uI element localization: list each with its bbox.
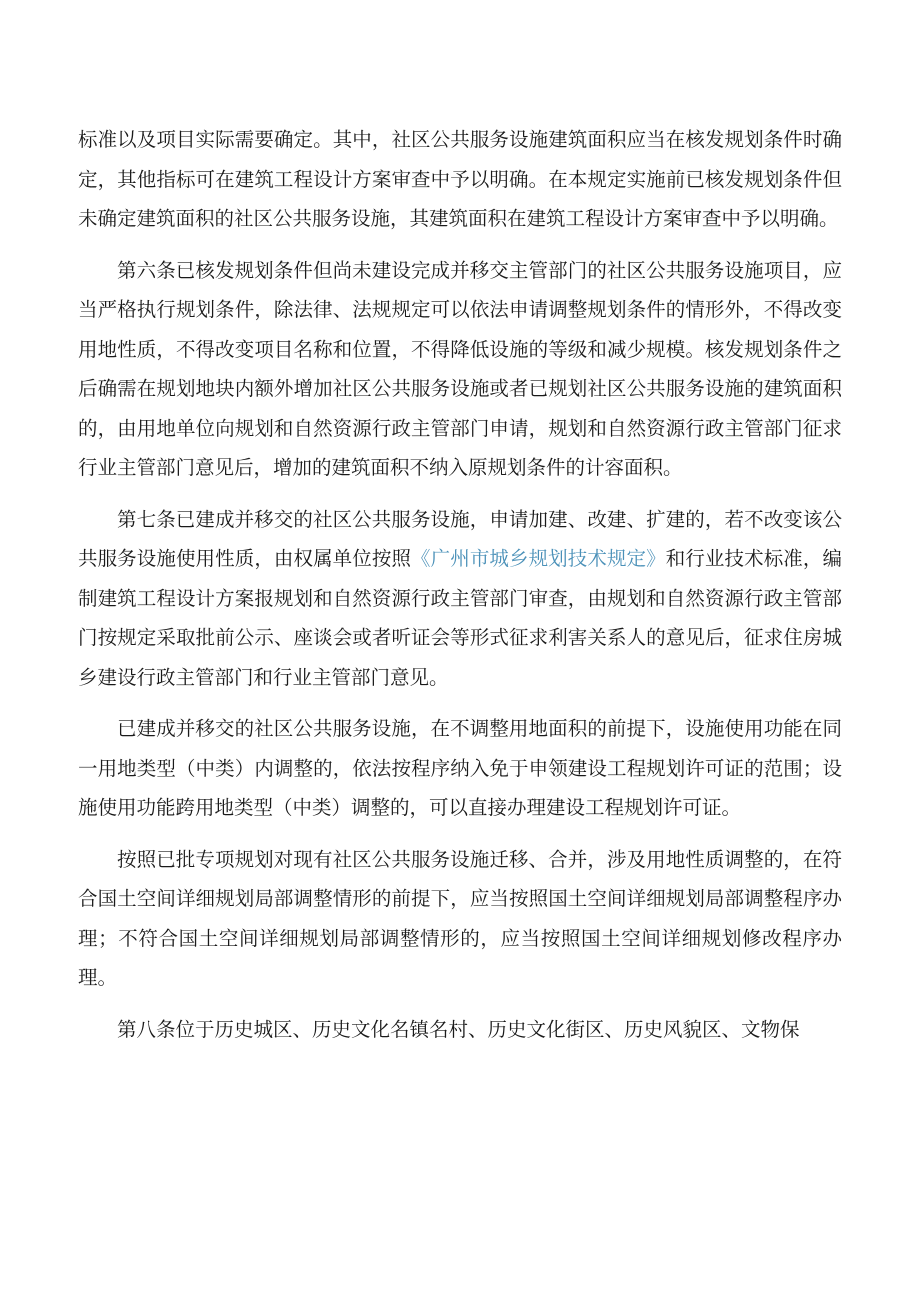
regulation-link[interactable]: 《广州市城乡规划技术规定》 — [411, 547, 666, 570]
paragraph-article-7-text-before: 第七条已建成并移交的社区公共服务设施，申请加建、改建、扩建的，若不改变该公共服务设施使用性质，由权属单位按照 — [78, 507, 842, 570]
paragraph-continuation: 标准以及项目实际需要确定。其中，社区公共服务设施建筑面积应当在核发规划条件时确定，其他指标可在建筑工程设计方案审查中予以明确。在本规定实施前已核发规划条件但未确定建筑面积的社区公共服务设施，其建筑面积在建筑工程设计方案审查中予以明确。 — [78, 128, 842, 230]
paragraph-article-7-text-after: 和行业技术标准，编制建筑工程设计方案报规划和自然资源行政主管部门审查，由规划和自然资源行政主管部门按规定采取批前公示、座谈会或者听证会等形式征求利害关系人的意见后，征求住房城乡建设行政主管部门和行业主管部门意见。 — [78, 547, 842, 689]
paragraph-article-6: 第六条已核发规划条件但尚未建设完成并移交主管部门的社区公共服务设施项目，应当严格执行规划条件，除法律、法规规定可以依法申请调整规划条件的情形外，不得改变用地性质，不得改变项目名称和位置，不得降低设施的等级和减少规模。核发规划条件之后确需在规划地块内额外增加社区公共服务设施或者已规划社区公共服务设施的建筑面积的，由用地单位向规划和自然资源行政主管部门申请，规划和自然资源行政主管部门征求行业主管部门意见后，增加的建筑面积不纳入原规划条件的计容面积。 — [78, 258, 842, 479]
paragraph-facility-function-adjustment: 已建成并移交的社区公共服务设施，在不调整用地面积的前提下，设施使用功能在同一用地类型（中类）内调整的，依法按程序纳入免于申领建设工程规划许可证的范围；设施使用功能跨用地类型（中类）调整的，可以直接办理建设工程规划许可证。 — [78, 717, 842, 819]
document-page — [78, 120, 842, 1061]
paragraph-facility-relocation: 按照已批专项规划对现有社区公共服务设施迁移、合并，涉及用地性质调整的，在符合国土空间详细规划局部调整情形的前提下，应当按照国土空间详细规划局部调整程序办理；不符合国土空间详细规划局部调整情形的，应当按照国土空间详细规划修改程序办理。 — [78, 847, 842, 989]
paragraph-article-8: 第八条位于历史城区、历史文化名镇名村、历史文化街区、历史风貌区、文物保 — [117, 1017, 800, 1041]
paragraph-article-7 — [78, 500, 842, 698]
